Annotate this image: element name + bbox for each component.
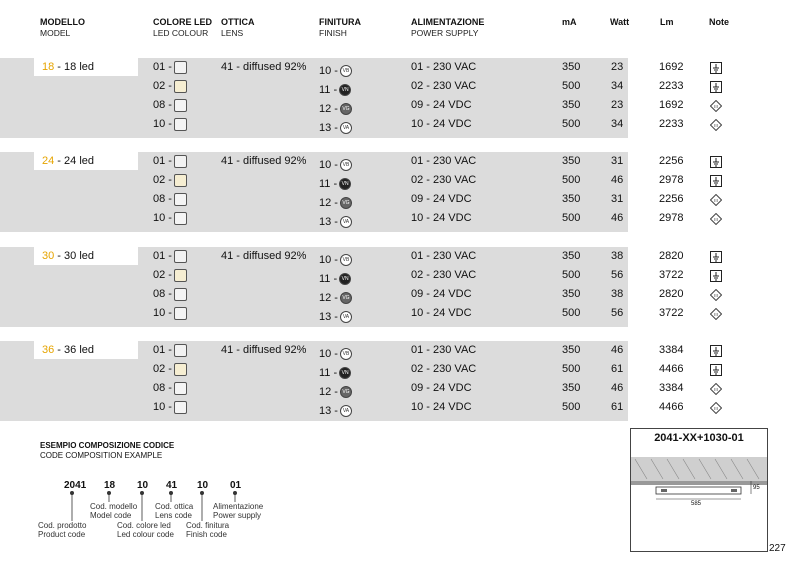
watt-value: 31: [611, 155, 624, 167]
lens-value: 41 - diffused 92%: [221, 250, 307, 262]
watt-value: 61: [611, 363, 624, 375]
power-supply: 09 - 24 VDC: [411, 382, 472, 394]
model-led-count: - 24 led: [54, 155, 94, 167]
colour-code: 02 -: [153, 269, 172, 281]
colour-code: 10 -: [153, 212, 172, 224]
example-label: Cod. modello Model code: [90, 502, 138, 520]
colour-code: 02 -: [153, 363, 172, 375]
leader-dot: [169, 491, 172, 494]
finish-code: 10 -: [319, 159, 338, 171]
ma-value: 500: [562, 401, 581, 413]
ma-value: 500: [562, 118, 581, 130]
header-finish: FINITURA FINISH: [319, 17, 361, 38]
watt-value: 34: [611, 80, 624, 92]
finish-badge-icon: VN: [339, 84, 351, 96]
watt-value: 31: [611, 193, 624, 205]
svg-text:III: III: [714, 197, 718, 203]
power-supply: 09 - 24 VDC: [411, 99, 472, 111]
watt-value: 46: [611, 174, 624, 186]
lm-value: 2233: [659, 80, 684, 92]
finish-badge-icon: VB: [340, 348, 352, 360]
watt-value: 38: [611, 288, 624, 300]
example-label: Alimentazione Power supply: [213, 502, 264, 520]
power-supply: 02 - 230 VAC: [411, 269, 477, 281]
model-number: 18: [42, 61, 55, 73]
example-code: 18: [104, 480, 116, 491]
power-supply: 10 - 24 VDC: [411, 401, 472, 413]
header-colour: COLORE LED LED COLOUR: [153, 17, 213, 38]
lens-value: 41 - diffused 92%: [221, 344, 307, 356]
power-supply: 01 - 230 VAC: [411, 344, 477, 356]
model-led-count: - 30 led: [54, 250, 94, 262]
header-note: Note: [709, 17, 729, 27]
ma-value: 350: [562, 250, 581, 262]
leader-dot: [107, 491, 110, 494]
colour-code: 08 -: [153, 99, 172, 111]
lm-value: 1692: [659, 99, 684, 111]
finish-code: 13 -: [319, 311, 338, 323]
luminaire-profile: [656, 487, 741, 494]
power-supply: 10 - 24 VDC: [411, 118, 472, 130]
watt-value: 34: [611, 118, 624, 130]
finish-code: 10 -: [319, 348, 338, 360]
header-model: MODELLO MODEL: [40, 17, 85, 38]
watt-value: 46: [611, 344, 624, 356]
ma-value: 350: [562, 61, 581, 73]
ma-value: 350: [562, 382, 581, 394]
ma-value: 500: [562, 269, 581, 281]
watt-value: 56: [611, 269, 624, 281]
colour-code: 01 -: [153, 61, 172, 73]
colour-code: 10 -: [153, 307, 172, 319]
power-supply: 02 - 230 VAC: [411, 174, 477, 186]
power-supply: 02 - 230 VAC: [411, 363, 477, 375]
header-power: ALIMENTAZIONE POWER SUPPLY: [411, 17, 485, 38]
lens-value: 41 - diffused 92%: [221, 61, 307, 73]
example-label: Cod. ottica Lens code: [155, 502, 194, 520]
lm-value: 2256: [659, 155, 684, 167]
svg-text:III: III: [714, 386, 718, 392]
colour-code: 01 -: [153, 250, 172, 262]
drawing-dim-main: 585: [691, 501, 702, 507]
finish-badge-icon: VN: [339, 367, 351, 379]
svg-text:III: III: [714, 405, 718, 411]
model-number: 30: [42, 250, 55, 262]
drawing-dim-side: 95: [753, 485, 760, 491]
header-lm: Lm: [660, 17, 674, 27]
example-label: Cod. colore led Led colour code: [117, 521, 174, 539]
power-supply: 01 - 230 VAC: [411, 155, 477, 167]
technical-drawing: [630, 428, 768, 552]
colour-code: 08 -: [153, 193, 172, 205]
header-watt: Watt: [610, 17, 630, 27]
lm-value: 2978: [659, 212, 684, 224]
lm-value: 3384: [659, 382, 684, 394]
colour-code: 01 -: [153, 155, 172, 167]
svg-text:III: III: [714, 311, 718, 317]
example-code: 01: [230, 480, 242, 491]
finish-badge-icon: VB: [340, 65, 352, 77]
finish-badge-icon: VB: [340, 254, 352, 266]
ma-value: 350: [562, 344, 581, 356]
lm-value: 4466: [659, 363, 684, 375]
power-supply: 10 - 24 VDC: [411, 212, 472, 224]
example-label: Cod. prodotto Product code: [38, 521, 87, 539]
watt-value: 23: [611, 61, 624, 73]
ma-value: 500: [562, 363, 581, 375]
ma-value: 350: [562, 288, 581, 300]
colour-code: 01 -: [153, 344, 172, 356]
lm-value: 1692: [659, 61, 684, 73]
example-code: 41: [166, 480, 178, 491]
ceiling-section: [631, 457, 767, 481]
finish-code: 10 -: [319, 65, 338, 77]
model-led-count: - 36 led: [54, 344, 94, 356]
ma-value: 500: [562, 174, 581, 186]
lm-value: 3722: [659, 269, 684, 281]
lm-value: 3722: [659, 307, 684, 319]
lm-value: 2820: [659, 288, 684, 300]
power-supply: 10 - 24 VDC: [411, 307, 472, 319]
ma-value: 350: [562, 155, 581, 167]
finish-code: 13 -: [319, 122, 338, 134]
watt-value: 56: [611, 307, 624, 319]
power-supply: 09 - 24 VDC: [411, 288, 472, 300]
leader-dot: [140, 491, 143, 494]
example-subtitle: CODE COMPOSITION EXAMPLE: [40, 451, 163, 460]
finish-code: 12 -: [319, 292, 338, 304]
svg-text:III: III: [714, 103, 718, 109]
ma-value: 350: [562, 193, 581, 205]
page-number: 227: [769, 543, 786, 554]
lm-value: 3384: [659, 344, 684, 356]
ma-value: 500: [562, 80, 581, 92]
finish-badge-icon: VG: [340, 386, 352, 398]
model-number: 24: [42, 155, 55, 167]
lm-value: 2978: [659, 174, 684, 186]
watt-value: 23: [611, 99, 624, 111]
drawing-title: 2041-XX+1030-01: [654, 432, 744, 444]
model-led-count: - 18 led: [54, 61, 94, 73]
header-lens: OTTICA LENS: [221, 17, 255, 38]
header-ma: mA: [562, 17, 577, 27]
watt-value: 38: [611, 250, 624, 262]
example-code: 2041: [64, 480, 87, 491]
lens-value: 41 - diffused 92%: [221, 155, 307, 167]
finish-code: 12 -: [319, 386, 338, 398]
svg-text:III: III: [714, 122, 718, 128]
example-title: ESEMPIO COMPOSIZIONE CODICE: [40, 441, 175, 450]
finish-badge-icon: VG: [340, 292, 352, 304]
lm-value: 4466: [659, 401, 684, 413]
colour-code: 08 -: [153, 288, 172, 300]
finish-code: 10 -: [319, 254, 338, 266]
finish-code: 11 -: [319, 178, 338, 190]
finish-badge-icon: VG: [340, 197, 352, 209]
watt-value: 46: [611, 382, 624, 394]
colour-code: 10 -: [153, 401, 172, 413]
finish-badge-icon: VG: [340, 103, 352, 115]
watt-value: 61: [611, 401, 624, 413]
colour-code: 08 -: [153, 382, 172, 394]
ma-value: 500: [562, 212, 581, 224]
example-code: 10: [137, 480, 149, 491]
leader-dot: [200, 491, 203, 494]
finish-code: 11 -: [319, 367, 338, 379]
leader-dot: [70, 491, 73, 494]
ma-value: 350: [562, 99, 581, 111]
example-code: 10: [197, 480, 209, 491]
power-supply: 01 - 230 VAC: [411, 250, 477, 262]
finish-badge-icon: VN: [339, 178, 351, 190]
finish-code: 13 -: [319, 405, 338, 417]
finish-badge-icon: VB: [340, 159, 352, 171]
example-label: Cod. finitura Finish code: [186, 521, 230, 539]
watt-value: 46: [611, 212, 624, 224]
lm-value: 2820: [659, 250, 684, 262]
finish-badge-icon: VA: [340, 122, 352, 134]
lm-value: 2233: [659, 118, 684, 130]
finish-badge-icon: VA: [340, 311, 352, 323]
model-number: 36: [42, 344, 55, 356]
power-supply: 02 - 230 VAC: [411, 80, 477, 92]
power-supply: 09 - 24 VDC: [411, 193, 472, 205]
ma-value: 500: [562, 307, 581, 319]
leader-dot: [233, 491, 236, 494]
colour-code: 02 -: [153, 174, 172, 186]
power-supply: 01 - 230 VAC: [411, 61, 477, 73]
finish-code: 13 -: [319, 216, 338, 228]
finish-badge-icon: VN: [339, 273, 351, 285]
finish-code: 12 -: [319, 103, 338, 115]
finish-badge-icon: VA: [340, 216, 352, 228]
finish-code: 11 -: [319, 84, 338, 96]
colour-code: 10 -: [153, 118, 172, 130]
finish-code: 12 -: [319, 197, 338, 209]
finish-code: 11 -: [319, 273, 338, 285]
drawing-svg: [631, 447, 767, 551]
svg-text:III: III: [714, 292, 718, 298]
lm-value: 2256: [659, 193, 684, 205]
colour-code: 02 -: [153, 80, 172, 92]
finish-badge-icon: VA: [340, 405, 352, 417]
svg-text:III: III: [714, 216, 718, 222]
